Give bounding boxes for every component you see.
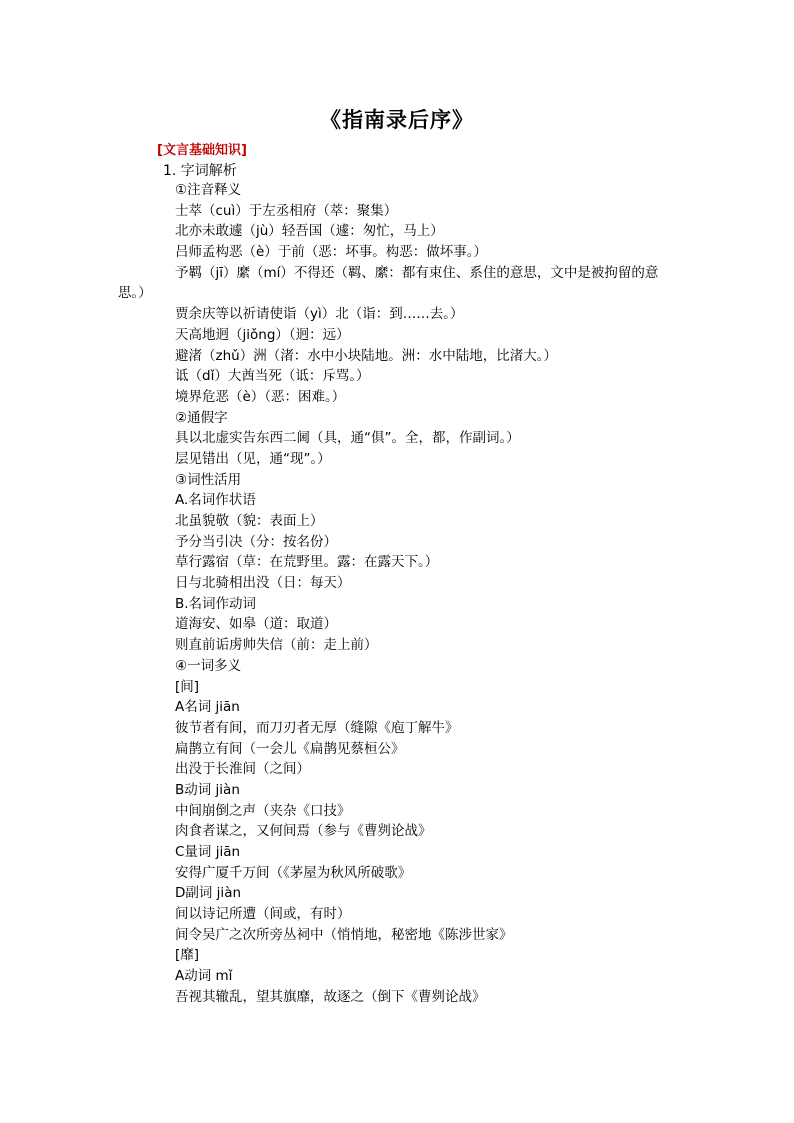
text-line: C量词 jiān [175,844,241,860]
text-line: [间] [175,678,200,695]
text-line: 具以北虚实告东西二阃（具，通“俱”。全，都，作副词。） [175,430,520,447]
text-line: 吕师孟构恶（è）于前（恶：坏事。构恶：做坏事。） [175,244,488,261]
text-line: B动词 jiàn [175,781,240,798]
text-line: 肉食者谋之，又何间焉（参与《曹刿论战》 [175,823,432,840]
text-line: 北亦未敢遽（jù）轻吾国（遽：匆忙，马上） [175,223,444,240]
text-line: 草行露宿（草：在荒野里。露：在露天下。） [175,554,439,571]
text-line: 予分当引决（分：按名份） [175,533,337,550]
text-line: B.名词作动词 [175,595,257,612]
text-line: 则直前诟虏帅失信（前：走上前） [175,637,378,654]
text-line: A.名词作状语 [175,492,256,509]
document-title: 《指南录后序》 [320,107,474,132]
text-line: A动词 mǐ [175,968,233,985]
text-line: ①注音释义 [175,182,242,198]
text-line: 层见错出（见，通“现”。） [175,450,331,467]
text-line: ④一词多义 [175,657,242,674]
text-line: 出没于长淮间（之间） [175,761,310,778]
text-line: 间以诗记所遭（间或，有时） [175,906,351,923]
text-line: 彼节者有间，而刀刃者无厚（缝隙《庖丁解牛》 [175,719,459,736]
text-line: 境界危恶（è）（恶：困难。） [175,388,346,405]
text-line: 予羁（jī）縻（mí）不得还（羁、縻：都有束住、系住的意思，文中是被拘留的意 [175,264,659,281]
text-line: 吾视其辙乱，望其旗靡，故逐之（倒下《曹刿论战》 [175,988,486,1005]
text-line: 天高地迥（jiǒng）（迥：远） [175,326,350,343]
text-line: 思。） [118,285,152,302]
text-line: 诋（dǐ）大酋当死（诋：斥骂。） [175,368,370,385]
text-line: A名词 jiān [175,699,240,716]
text-line: 道海安、如皋（道：取道） [175,616,337,633]
content-lines [118,180,685,1008]
text-line: 士萃（cuì）于左丞相府（萃：聚集） [175,202,398,219]
text-line: 间令吴广之次所旁丛祠中（悄悄地，秘密地《陈涉世家》 [175,926,513,943]
text-line: 避渚（zhǔ）洲（渚：水中小块陆地。洲：水中陆地，比渚大。） [175,347,557,364]
text-line: 安得广厦千万间（《茅屋为秋风所破歌》 [175,864,412,881]
text-line: 中间崩倒之声（夹杂《口技》 [175,802,351,819]
text-line: 北虽貌敬（貌：表面上） [175,513,324,529]
text-line: ②通假字 [175,409,228,426]
section-heading: [文言基础知识] [157,143,247,158]
text-line: 扁鹊立有间（一会儿《扁鹊见蔡桓公》 [175,740,405,757]
text-line: 日与北骑相出没（日：每天） [175,575,351,592]
text-line: [靡] [175,947,200,964]
text-line: ③词性活用 [175,471,242,488]
subheading: 1. 字词解析 [163,163,237,179]
text-line: 贾余庆等以祈请使诣（yì）北（诣：到……去。） [175,306,464,323]
text-line: D副词 jiàn [175,885,242,902]
